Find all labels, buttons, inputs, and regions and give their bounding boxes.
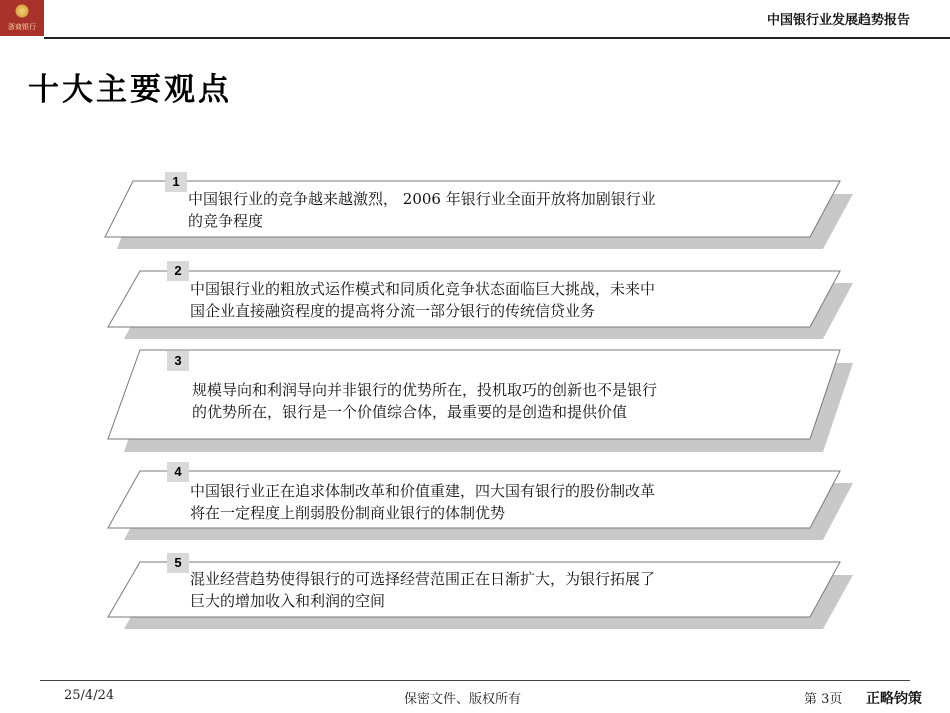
point-2-line-1: 中国银行业的粗放式运作模式和同质化竞争状态面临巨大挑战，未来中: [190, 280, 656, 298]
footer-brand: 正略钧策: [866, 691, 922, 707]
footer-date: 25/4/24: [64, 688, 115, 703]
point-4-number: 4: [167, 462, 189, 482]
point-3-line-1: 规模导向和利润导向并非银行的优势所在，投机取巧的创新也不是银行: [192, 381, 658, 399]
point-2-number: 2: [167, 261, 189, 281]
report-title: 中国银行业发展趋势报告: [766, 13, 910, 28]
point-1-number: 1: [165, 172, 187, 192]
point-5-number: 5: [167, 553, 189, 573]
point-5-line-2: 巨大的增加收入和利润的空间: [190, 592, 386, 610]
point-1-line-2: 的竞争程度: [188, 212, 264, 230]
footer-page-number: 第 3页: [804, 692, 843, 707]
point-3-line-2: 的优势所在，银行是一个价值综合体，最重要的是创造和提供价值: [192, 403, 628, 421]
page-title: 十大主要观点: [28, 72, 232, 108]
point-3-number: 3: [167, 351, 189, 371]
footer-divider: [40, 680, 910, 681]
point-2-line-2: 国企业直接融资程度的提高将分流一部分银行的传统信贷业务: [190, 302, 596, 320]
point-4-line-1: 中国银行业正在追求体制改革和价值重建，四大国有银行的股份制改革: [190, 482, 656, 500]
point-5-line-1: 混业经营趋势使得银行的可选择经营范围正在日渐扩大，为银行拓展了: [190, 570, 656, 588]
point-1-line-1: 中国银行业的竞争越来越激烈， 2006 年银行业全面开放将加剧银行业: [188, 190, 656, 208]
logo-text: 浙商银行: [8, 23, 36, 31]
footer-confidential-notice: 保密文件、版权所有: [404, 692, 522, 707]
point-4-line-2: 将在一定程度上削弱股份制商业银行的体制优势: [190, 504, 506, 522]
